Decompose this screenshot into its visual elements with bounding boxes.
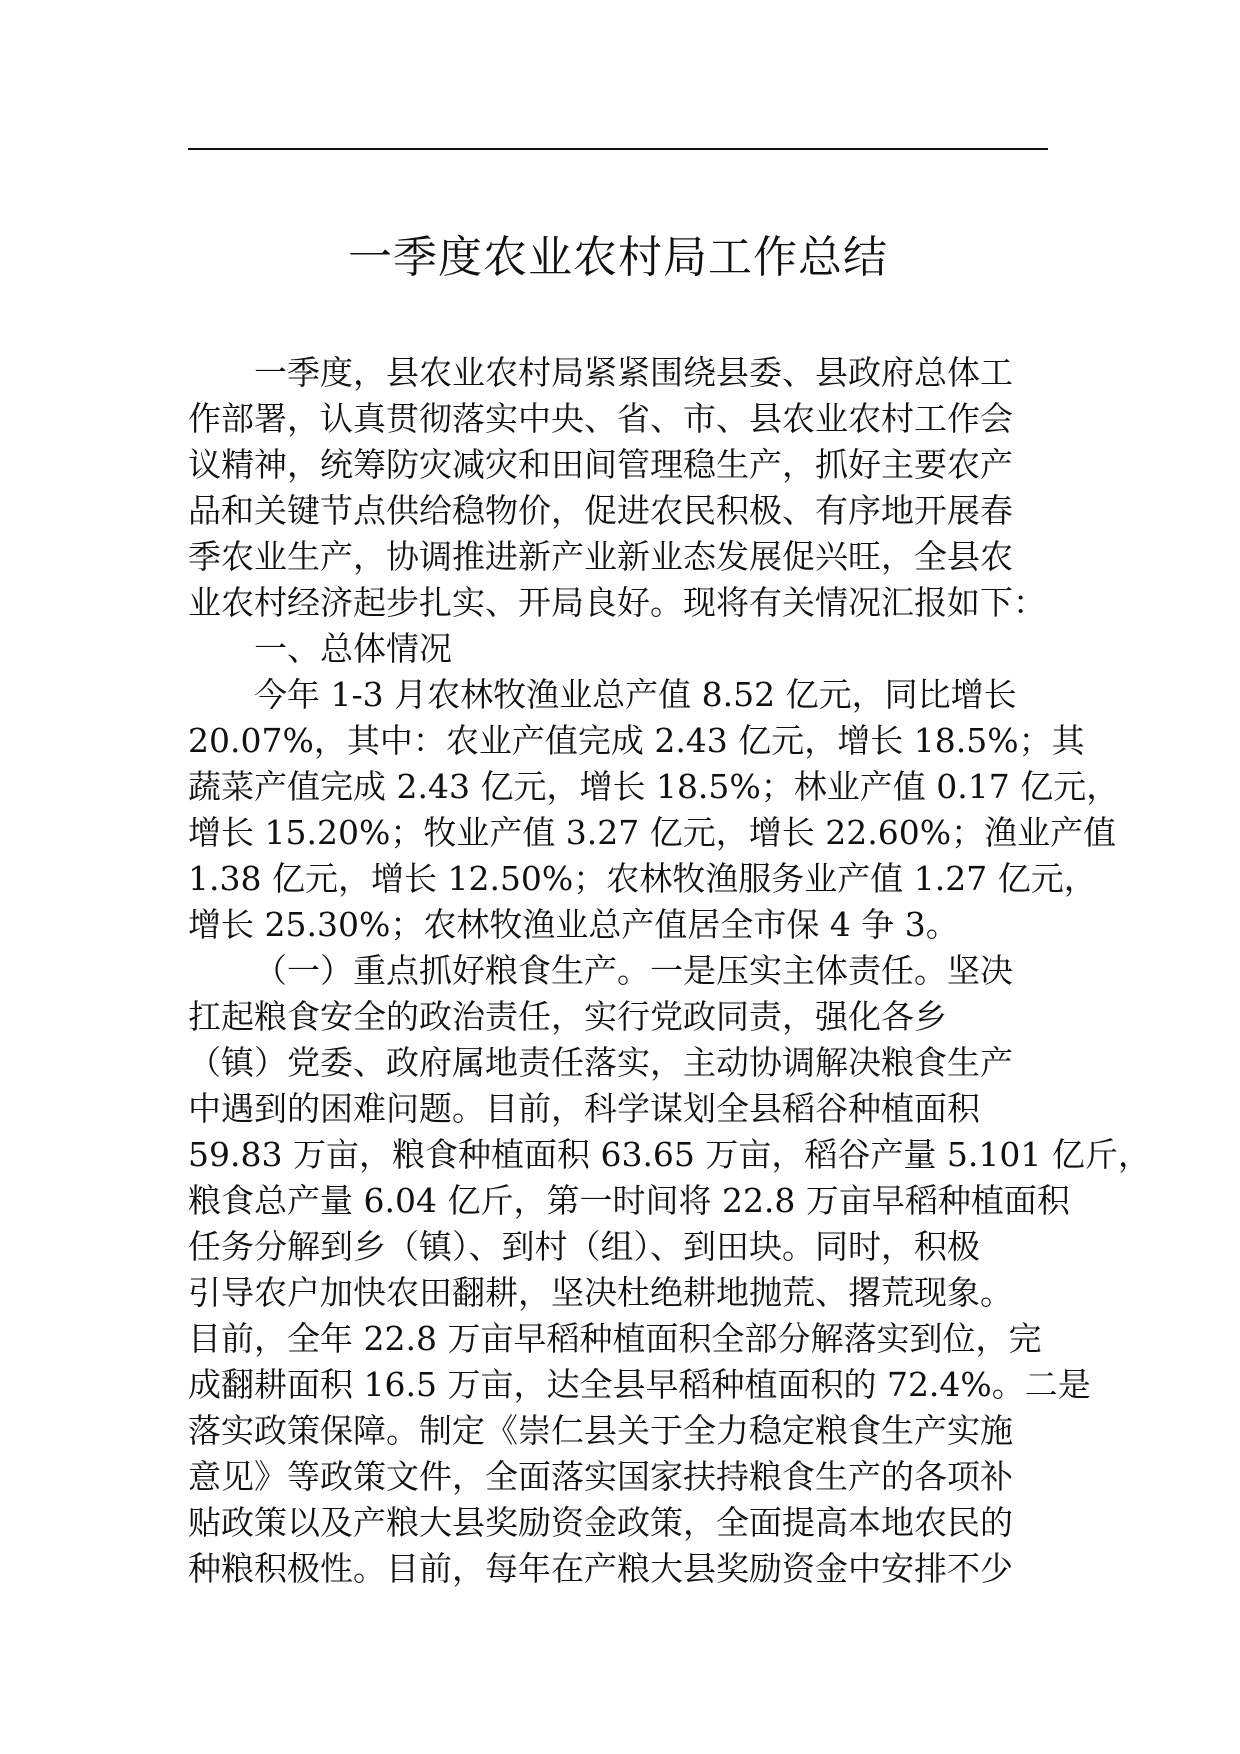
paragraph-grain-line: 任务分解到乡（镇）、到村（组）、到田块。同时，积极 bbox=[188, 1227, 980, 1266]
paragraph-grain-line: 目前，全年 22.8 万亩早稻种植面积全部分解落实到位，完 bbox=[188, 1319, 1042, 1358]
paragraph-grain-line: 意见》等政策文件，全面落实国家扶持粮食生产的各项补 bbox=[188, 1457, 1013, 1496]
paragraph-grain-line: 引导农户加快农田翻耕，坚决杜绝耕地抛荒、撂荒现象。 bbox=[188, 1273, 1013, 1312]
paragraph-overview-line: 增长 25.30%；农林牧渔业总产值居全市保 4 争 3。 bbox=[188, 905, 959, 944]
paragraph-grain-line: 落实政策保障。制定《崇仁县关于全力稳定粮食生产实施 bbox=[188, 1411, 1013, 1450]
document-title: 一季度农业农村局工作总结 bbox=[348, 232, 888, 283]
paragraph-grain-line: （一）重点抓好粮食生产。一是压实主体责任。坚决 bbox=[254, 951, 1013, 990]
paragraph-overview-line: 增长 15.20%；牧业产值 3.27 亿元，增长 22.60%；渔业产值 bbox=[188, 813, 1117, 852]
paragraph-grain-line: 扛起粮食安全的政治责任，实行党政同责，强化各乡 bbox=[188, 997, 947, 1036]
paragraph-grain-line: 59.83 万亩，粮食种植面积 63.65 万亩，稻谷产量 5.101 亿斤， bbox=[188, 1135, 1151, 1174]
paragraph-grain-line: 成翻耕面积 16.5 万亩，达全县早稻种植面积的 72.4%。二是 bbox=[188, 1365, 1091, 1404]
paragraph-intro-line: 作部署，认真贯彻落实中央、省、市、县农业农村工作会 bbox=[188, 399, 1013, 438]
paragraph-intro-line: 议精神，统筹防灾减灾和田间管理稳生产，抓好主要农产 bbox=[188, 445, 1013, 484]
paragraph-overview-line: 今年 1-3 月农林牧渔业总产值 8.52 亿元，同比增长 bbox=[254, 675, 1017, 714]
paragraph-intro-line: 季农业生产，协调推进新产业新业态发展促兴旺，全县农 bbox=[188, 537, 1013, 576]
header-rule bbox=[188, 148, 1048, 150]
paragraph-overview-line: 1.38 亿元，增长 12.50%；农林牧渔服务业产值 1.27 亿元， bbox=[188, 859, 1097, 898]
paragraph-grain-line: 贴政策以及产粮大县奖励资金政策，全面提高本地农民的 bbox=[188, 1503, 1013, 1542]
section-heading: 一、总体情况 bbox=[254, 629, 452, 668]
paragraph-overview-line: 蔬菜产值完成 2.43 亿元，增长 18.5%；林业产值 0.17 亿元， bbox=[188, 767, 1120, 806]
paragraph-grain-line: 中遇到的困难问题。目前，科学谋划全县稻谷种植面积 bbox=[188, 1089, 980, 1128]
paragraph-intro-line: 一季度，县农业农村局紧紧围绕县委、县政府总体工 bbox=[254, 353, 1013, 392]
paragraph-overview-line: 20.07%，其中：农业产值完成 2.43 亿元，增长 18.5%；其 bbox=[188, 721, 1085, 760]
paragraph-intro-line: 业农村经济起步扎实、开局良好。现将有关情况汇报如下： bbox=[188, 583, 1046, 622]
paragraph-grain-line: 粮食总产量 6.04 亿斤，第一时间将 22.8 万亩早稻种植面积 bbox=[188, 1181, 1070, 1220]
paragraph-intro-line: 品和关键节点供给稳物价，促进农民积极、有序地开展春 bbox=[188, 491, 1013, 530]
paragraph-grain-line: （镇）党委、政府属地责任落实，主动协调解决粮食生产 bbox=[188, 1043, 1013, 1082]
paragraph-grain-line: 种粮积极性。目前，每年在产粮大县奖励资金中安排不少 bbox=[188, 1549, 1013, 1588]
document-body bbox=[188, 350, 1151, 1592]
